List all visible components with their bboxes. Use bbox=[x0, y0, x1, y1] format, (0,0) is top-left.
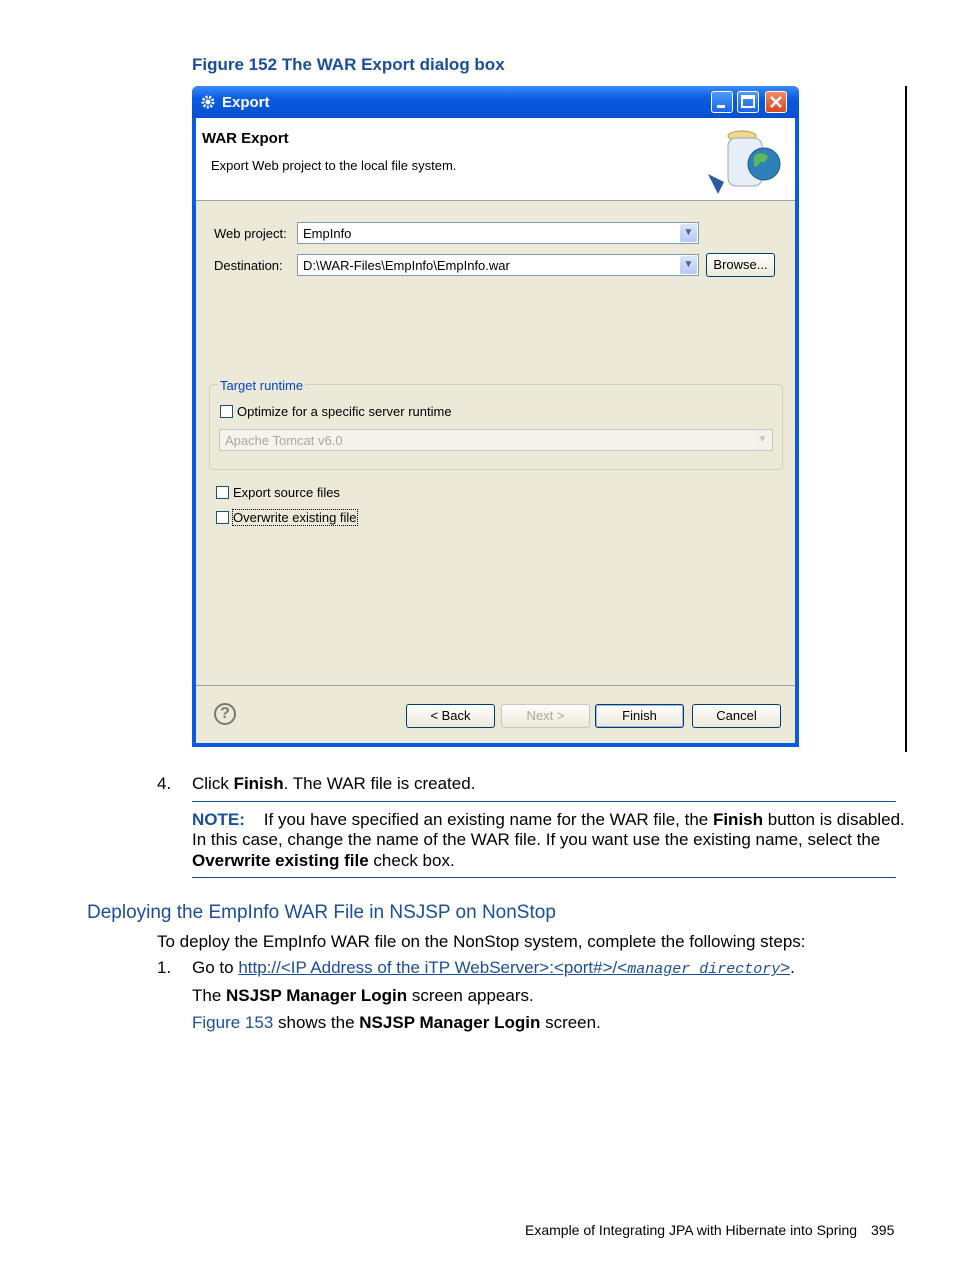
shows-post: screen. bbox=[540, 1013, 601, 1032]
overwrite-checkbox[interactable] bbox=[216, 511, 229, 524]
wizard-description: Export Web project to the local file system. bbox=[211, 158, 457, 173]
note-line-1 bbox=[192, 810, 905, 830]
appears-post: screen appears. bbox=[407, 986, 534, 1005]
step-4-text bbox=[192, 774, 475, 794]
note-line-2: In this case, change the name of the WAR file. If you want use the existing name, select the bbox=[192, 830, 881, 849]
note-top-rule bbox=[192, 801, 896, 802]
note-line-3 bbox=[192, 851, 455, 871]
page-number: 395 bbox=[871, 1222, 895, 1238]
step-1-post: . bbox=[790, 958, 795, 977]
overwrite-label: Overwrite existing file bbox=[233, 510, 357, 525]
title-bar[interactable] bbox=[192, 86, 799, 118]
footer-separator bbox=[196, 685, 795, 686]
wizard-title: WAR Export bbox=[202, 130, 289, 147]
step-number: 1. bbox=[157, 958, 172, 977]
intro-paragraph: To deploy the EmpInfo WAR file on the NonStop system, complete the following steps: bbox=[157, 932, 806, 951]
step-4-bold: Finish bbox=[233, 774, 284, 793]
step-1-text bbox=[192, 958, 795, 980]
target-runtime-legend: Target runtime bbox=[220, 378, 304, 393]
export-source-checkbox[interactable] bbox=[216, 486, 229, 499]
note-line-1-bold: Finish bbox=[712, 810, 764, 829]
jar-globe-icon bbox=[702, 126, 786, 196]
runtime-combo[interactable] bbox=[219, 429, 773, 451]
step-4-post: . The WAR file is created. bbox=[283, 774, 476, 793]
chevron-down-icon[interactable]: ▼ bbox=[680, 224, 697, 242]
dialog-client-area bbox=[196, 118, 795, 743]
maximize-button[interactable] bbox=[737, 91, 759, 113]
chevron-down-icon[interactable]: ▼ bbox=[680, 256, 697, 274]
step-4-pre: Click bbox=[192, 774, 234, 793]
note-line-3-post: check box. bbox=[368, 851, 455, 870]
back-button[interactable]: < Back bbox=[406, 704, 495, 728]
appears-text bbox=[192, 986, 534, 1006]
change-bar bbox=[905, 86, 907, 752]
web-project-value: EmpInfo bbox=[303, 226, 352, 241]
gear-icon bbox=[200, 94, 216, 110]
note-line-1-pre: If you have specified an existing name for the WAR file, the bbox=[263, 810, 713, 829]
step-number: 4. bbox=[157, 774, 172, 793]
footer-title: Example of Integrating JPA with Hibernate into Spring bbox=[525, 1222, 858, 1238]
link-text: http://<IP Address of the iTP WebServer>:<port#>/< bbox=[238, 958, 628, 977]
note-bottom-rule bbox=[192, 877, 896, 878]
destination-value: D:\WAR-Files\EmpInfo\EmpInfo.war bbox=[303, 258, 510, 273]
step-1-pre: Go to bbox=[192, 958, 239, 977]
target-runtime-group bbox=[209, 384, 783, 470]
destination-combo[interactable] bbox=[297, 254, 699, 276]
link-mono: manager directory bbox=[627, 961, 781, 978]
maximize-icon bbox=[738, 92, 758, 112]
appears-bold: NSJSP Manager Login bbox=[226, 986, 408, 1005]
optimize-checkbox[interactable] bbox=[220, 405, 233, 418]
figure-153-link[interactable]: Figure 153 bbox=[192, 1013, 274, 1032]
web-project-label: Web project: bbox=[214, 226, 287, 241]
note-line-3-bold: Overwrite existing file bbox=[192, 851, 369, 870]
wizard-header bbox=[196, 118, 795, 201]
appears-pre: The bbox=[192, 986, 227, 1005]
note-label: NOTE: bbox=[192, 810, 245, 829]
optimize-label: Optimize for a specific server runtime bbox=[237, 404, 452, 419]
web-project-combo[interactable] bbox=[297, 222, 699, 244]
export-source-label: Export source files bbox=[233, 485, 340, 500]
next-button[interactable]: Next > bbox=[501, 704, 590, 728]
note-line-1-post: button is disabled. bbox=[763, 810, 905, 829]
export-dialog bbox=[192, 86, 799, 747]
chevron-down-icon: ▼ bbox=[754, 431, 771, 449]
close-button[interactable] bbox=[765, 91, 787, 113]
shows-text bbox=[192, 1013, 601, 1033]
close-icon bbox=[766, 92, 786, 112]
shows-bold: NSJSP Manager Login bbox=[359, 1013, 541, 1032]
destination-label: Destination: bbox=[214, 258, 283, 273]
minimize-button[interactable] bbox=[711, 91, 733, 113]
figure-caption: Figure 152 The WAR Export dialog box bbox=[192, 55, 505, 74]
minimize-icon bbox=[712, 92, 732, 112]
section-heading: Deploying the EmpInfo WAR File in NSJSP on NonStop bbox=[87, 902, 556, 923]
runtime-value: Apache Tomcat v6.0 bbox=[225, 433, 343, 448]
cancel-button[interactable]: Cancel bbox=[692, 704, 781, 728]
finish-button[interactable]: Finish bbox=[595, 704, 684, 728]
browse-button[interactable]: Browse... bbox=[706, 253, 775, 277]
manager-url-link[interactable] bbox=[238, 958, 790, 977]
window-title: Export bbox=[222, 94, 270, 111]
shows-pre: shows the bbox=[273, 1013, 360, 1032]
help-icon[interactable]: ? bbox=[214, 703, 236, 725]
link-end: > bbox=[780, 958, 791, 977]
